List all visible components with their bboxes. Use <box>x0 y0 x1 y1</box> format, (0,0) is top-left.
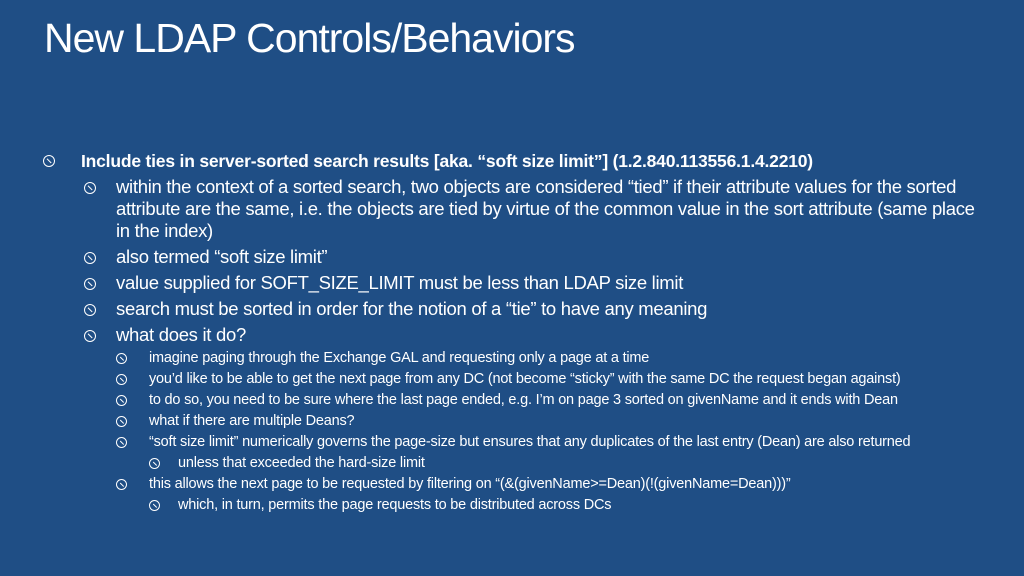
bullet-text: which, in turn, permits the page requests to be distributed across DCs <box>178 497 612 513</box>
circle-slash-icon <box>116 374 127 385</box>
circle-slash-icon <box>116 437 127 448</box>
circle-slash-icon <box>116 353 127 364</box>
bullet-text: Include ties in server-sorted search results [aka. “soft size limit”] (1.2.840.113556.1.4.2210) <box>81 151 813 171</box>
circle-slash-icon <box>149 500 160 511</box>
bullet-text: what if there are multiple Deans? <box>149 413 355 429</box>
circle-slash-icon <box>84 278 96 290</box>
circle-slash-icon <box>84 330 96 342</box>
circle-slash-icon <box>84 182 96 194</box>
bullet-item <box>81 272 984 294</box>
bullet-item <box>81 176 984 242</box>
bullet-text: value supplied for SOFT_SIZE_LIMIT must be less than LDAP size limit <box>116 272 684 293</box>
circle-slash-icon <box>116 479 127 490</box>
bullet-item <box>81 324 984 346</box>
bullet-text: search must be sorted in order for the notion of a “tie” to have any meaning <box>116 298 708 319</box>
bullet-item <box>116 392 984 409</box>
bullet-item <box>81 298 984 320</box>
circle-slash-icon <box>43 155 55 167</box>
slide-body <box>40 150 984 518</box>
bullet-item <box>116 350 984 367</box>
bullet-item <box>149 497 984 514</box>
bullet-text: this allows the next page to be requested by filtering on “(&(givenName>=Dean)(!(givenName=Dean)))” <box>149 476 791 492</box>
circle-slash-icon <box>116 416 127 427</box>
bullet-item <box>116 371 984 388</box>
circle-slash-icon <box>116 395 127 406</box>
bullet-text: unless that exceeded the hard-size limit <box>178 455 425 471</box>
slide-title: New LDAP Controls/Behaviors <box>44 15 575 61</box>
bullet-text: to do so, you need to be sure where the last page ended, e.g. I’m on page 3 sorted on givenName and it ends with Dean <box>149 392 898 408</box>
bullet-item <box>81 246 984 268</box>
bullet-text: “soft size limit” numerically governs the page-size but ensures that any duplicates of the last entry (Dean) are also returned <box>149 434 911 450</box>
bullet-text: also termed “soft size limit” <box>116 246 328 267</box>
bullet-text: what does it do? <box>116 324 246 345</box>
bullet-text: imagine paging through the Exchange GAL and requesting only a page at a time <box>149 350 650 366</box>
bullet-item <box>40 150 984 172</box>
bullet-item <box>116 413 984 430</box>
bullet-text: you’d like to be able to get the next page from any DC (not become “sticky” with the same DC the request began against) <box>149 371 901 387</box>
circle-slash-icon <box>149 458 160 469</box>
bullet-item <box>116 434 984 451</box>
bullet-text: within the context of a sorted search, two objects are considered “tied” if their attribute values for the sorted attribute are the same, i.e. the objects are tied by virtue of the common value in the sort attribute (same place in the index) <box>116 176 975 241</box>
circle-slash-icon <box>84 304 96 316</box>
bullet-item <box>149 455 984 472</box>
circle-slash-icon <box>84 252 96 264</box>
bullet-item <box>116 476 984 493</box>
